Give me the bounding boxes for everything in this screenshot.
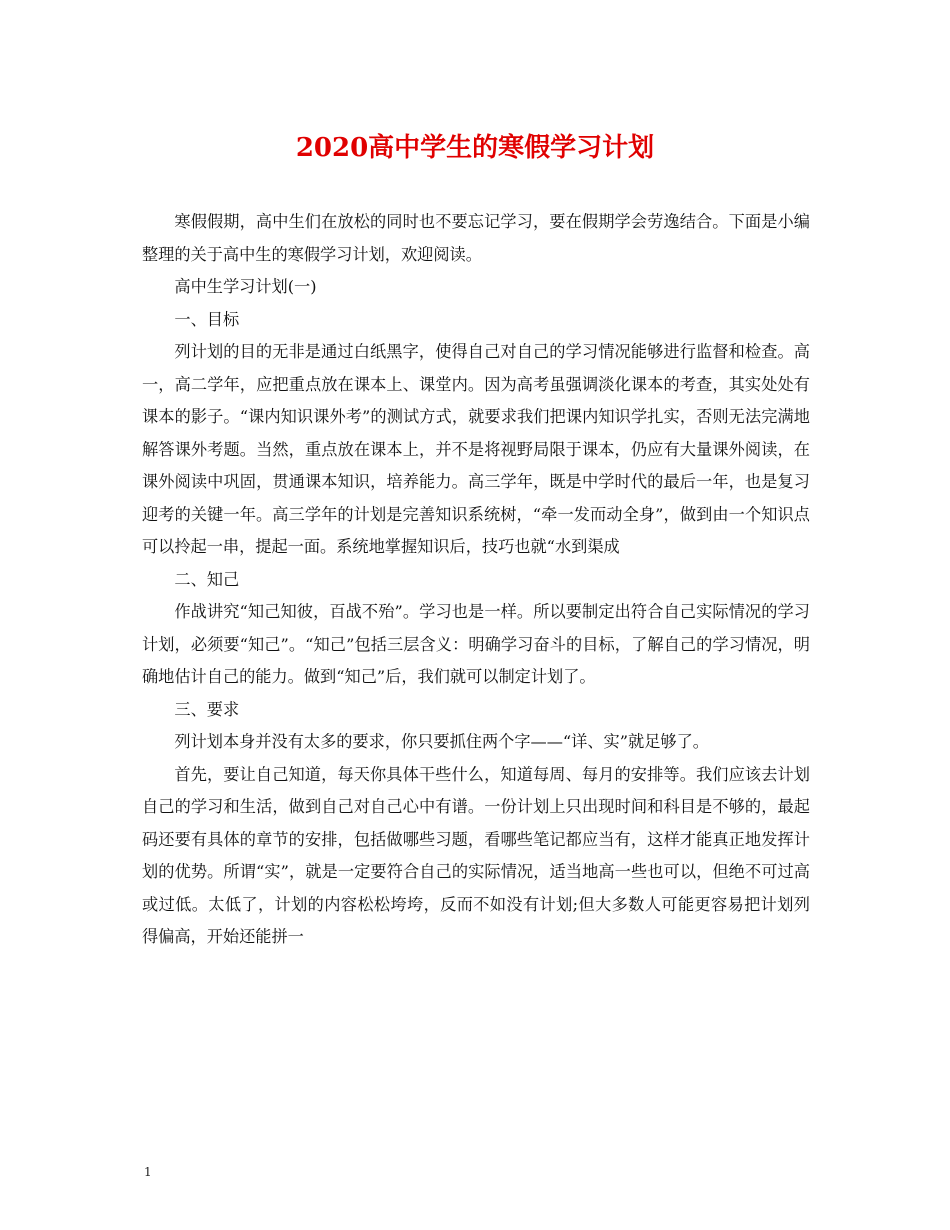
paragraph-requirements-summary: 列计划本身并没有太多的要求，你只要抓住两个字——“详、实”就足够了。 (174, 732, 709, 751)
section-heading-plan-one: 高中生学习计划(一) (174, 277, 317, 296)
paragraph-goal: 列计划的目的无非是通过白纸黑字，使得自己对自己的学习情况能够进行监督和检查。高一，高二学年，应把重点放在课本上、课堂内。因为高考虽强调淡化课本的考查，其实处处有课本的影子。“课内知识课外考”的测试方式，就要求我们把课内知识学扎实，否则无法完满地解答课外考题。当然，重点放在课本上，并不是将视野局限于课本，仍应有大量课外阅读，在课外阅读中巩固，贯通课本知识，培养能力。高三学年，既是中学时代的最后一年，也是复习迎考的关键一年。高三学年的计划是完善知识系统树，“牵一发而动全身”，做到由一个知识点可以拎起一串，提起一面。系统地掌握知识后，技巧也就“水到渠成 (142, 342, 810, 556)
paragraph-know-yourself: 作战讲究“知己知彼，百战不殆”。学习也是一样。所以要制定出符合自己实际情况的学习计划，必须要“知己”。“知己”包括三层含义：明确学习奋斗的目标，了解自己的学习情况，明确地估计自己的能力。做到“知己”后，我们就可以制定计划了。 (142, 602, 810, 686)
section-heading-requirements: 三、要求 (174, 699, 240, 719)
paragraph-intro: 寒假假期，高中生们在放松的同时也不要忘记学习，要在假期学会劳逸结合。下面是小编整理的关于高中生的寒假学习计划，欢迎阅读。 (142, 212, 810, 264)
paragraph-requirements-detail: 首先，要让自己知道，每天你具体干些什么，知道每周、每月的安排等。我们应该去计划自己的学习和生活，做到自己对自己心中有谱。一份计划上只出现时间和科目是不够的，最起码还要有具体的章节的安排，包括做哪些习题，看哪些笔记都应当有，这样才能真正地发挥计划的优势。所谓“实”，就是一定要符合自己的实际情况，适当地高一些也可以，但绝不可过高或过低。太低了，计划的内容松松垮垮，反而不如没有计划;但大多数人可能更容易把计划列得偏高，开始还能拼一 (142, 764, 810, 946)
page-number: 1 (144, 1165, 152, 1179)
document-body (142, 206, 810, 954)
document-title: 2020高中学生的寒假学习计划 (295, 133, 655, 163)
section-heading-know-yourself: 二、知己 (174, 569, 240, 589)
section-heading-goal: 一、目标 (174, 309, 240, 329)
